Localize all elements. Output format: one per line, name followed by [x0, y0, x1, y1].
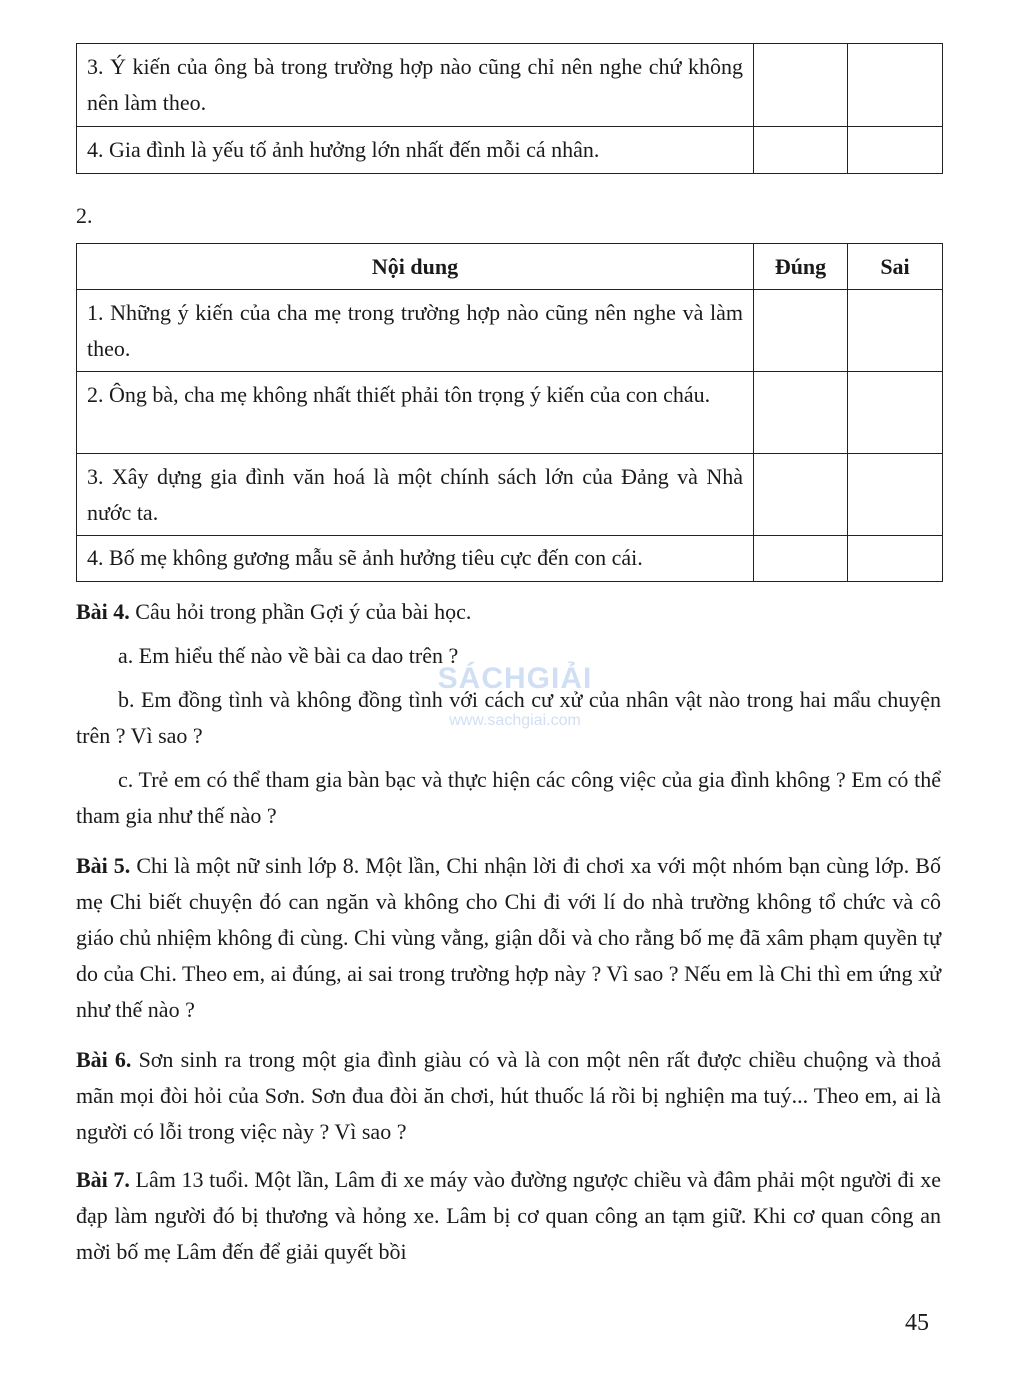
true-checkbox-cell[interactable] — [754, 44, 848, 127]
exercise-text: Chi là một nữ sinh lớp 8. Một lần, Chi nhận lời đi chơi xa với một nhóm bạn cùng lớp. Bố mẹ Chi biết chuyện đó can ngăn và không cho Chi đi với lí do nhà trường không tổ chức và cô giáo chủ nhiệm không đi cùng. Chi vùng vằng, giận dỗi và cho rằng bố mẹ đã xâm phạm quyền tự do của Chi. Theo em, ai đúng, ai sai trong trường hợp này ? Vì sao ? Nếu em là Chi thì em ứng xử như thế nào ? — [76, 853, 941, 1022]
exercise-label: Bài 4. — [76, 599, 130, 624]
exercise-5 — [76, 848, 941, 1028]
exercise-text: Lâm 13 tuổi. Một lần, Lâm đi xe máy vào đường ngược chiều và đâm phải một người đi xe đạp làm người đó bị thương và hỏng xe. Lâm bị cơ quan công an tạm giữ. Khi cơ quan công an mời bố mẹ Lâm đến để giải quyết bồi — [76, 1167, 941, 1264]
column-header-content: Nội dung — [77, 244, 754, 290]
false-checkbox-cell[interactable] — [848, 454, 943, 536]
question-item: a. Em hiểu thế nào về bài ca dao trên ? — [118, 643, 459, 668]
true-checkbox-cell[interactable] — [754, 372, 848, 454]
true-checkbox-cell[interactable] — [754, 454, 848, 536]
true-checkbox-cell[interactable] — [754, 536, 848, 582]
statement-table-1 — [76, 43, 943, 174]
exercise-6 — [76, 1042, 941, 1150]
statement-text: 4. Gia đình là yếu tố ảnh hưởng lớn nhất đến mỗi cá nhân. — [77, 127, 754, 174]
section-label: 2. — [76, 203, 93, 228]
false-checkbox-cell[interactable] — [848, 372, 943, 454]
question-item: c. Trẻ em có thể tham gia bàn bạc và thực hiện các công việc của gia đình không ? Em có thể tham gia như thế nào ? — [76, 767, 941, 828]
false-checkbox-cell[interactable] — [848, 44, 943, 127]
table-row — [77, 454, 943, 536]
true-checkbox-cell[interactable] — [754, 290, 848, 372]
false-checkbox-cell[interactable] — [848, 536, 943, 582]
page-number: 45 — [905, 1310, 929, 1336]
exercise-label: Bài 6. — [76, 1047, 132, 1072]
statement-table-2 — [76, 243, 943, 582]
column-header-true: Đúng — [754, 244, 848, 290]
exercise-4 — [76, 594, 941, 834]
exercise-text: Sơn sinh ra trong một gia đình giàu có và là con một nên rất được chiều chuộng và thoả mãn mọi đòi hỏi của Sơn. Sơn đua đòi ăn chơi, hút thuốc lá rồi bị nghiện ma tuý... Theo em, ai là người có lỗi trong việc này ? Vì sao ? — [76, 1047, 941, 1144]
exercise-7 — [76, 1162, 941, 1270]
statement-text: 3. Xây dựng gia đình văn hoá là một chính sách lớn của Đảng và Nhà nước ta. — [77, 454, 754, 536]
exercise-label: Bài 7. — [76, 1167, 130, 1192]
statement-text: 2. Ông bà, cha mẹ không nhất thiết phải tôn trọng ý kiến của con cháu. — [77, 372, 754, 454]
exercise-text: Câu hỏi trong phần Gợi ý của bài học. — [135, 599, 472, 624]
statement-text: 4. Bố mẹ không gương mẫu sẽ ảnh hưởng tiêu cực đến con cái. — [77, 536, 754, 582]
watermark-url: www.sachgiai.com — [449, 712, 581, 729]
table-header-row — [77, 244, 943, 290]
table-row — [77, 536, 943, 582]
exercise-label: Bài 5. — [76, 853, 131, 878]
watermark-title: SÁCHGIẢI — [437, 662, 593, 695]
statement-text: 3. Ý kiến của ông bà trong trường hợp nào cũng chỉ nên nghe chứ không nên làm theo. — [77, 44, 754, 127]
table-row — [77, 372, 943, 454]
table-row — [77, 127, 943, 174]
statement-text: 1. Những ý kiến của cha mẹ trong trường hợp nào cũng nên nghe và làm theo. — [77, 290, 754, 372]
false-checkbox-cell[interactable] — [848, 290, 943, 372]
question-item: b. Em đồng tình và không đồng tình với cách cư xử của nhân vật nào trong hai mẩu chuyện trên ? Vì sao ? — [76, 687, 941, 748]
false-checkbox-cell[interactable] — [848, 127, 943, 174]
table-row — [77, 44, 943, 127]
true-checkbox-cell[interactable] — [754, 127, 848, 174]
table-row — [77, 290, 943, 372]
column-header-false: Sai — [848, 244, 943, 290]
